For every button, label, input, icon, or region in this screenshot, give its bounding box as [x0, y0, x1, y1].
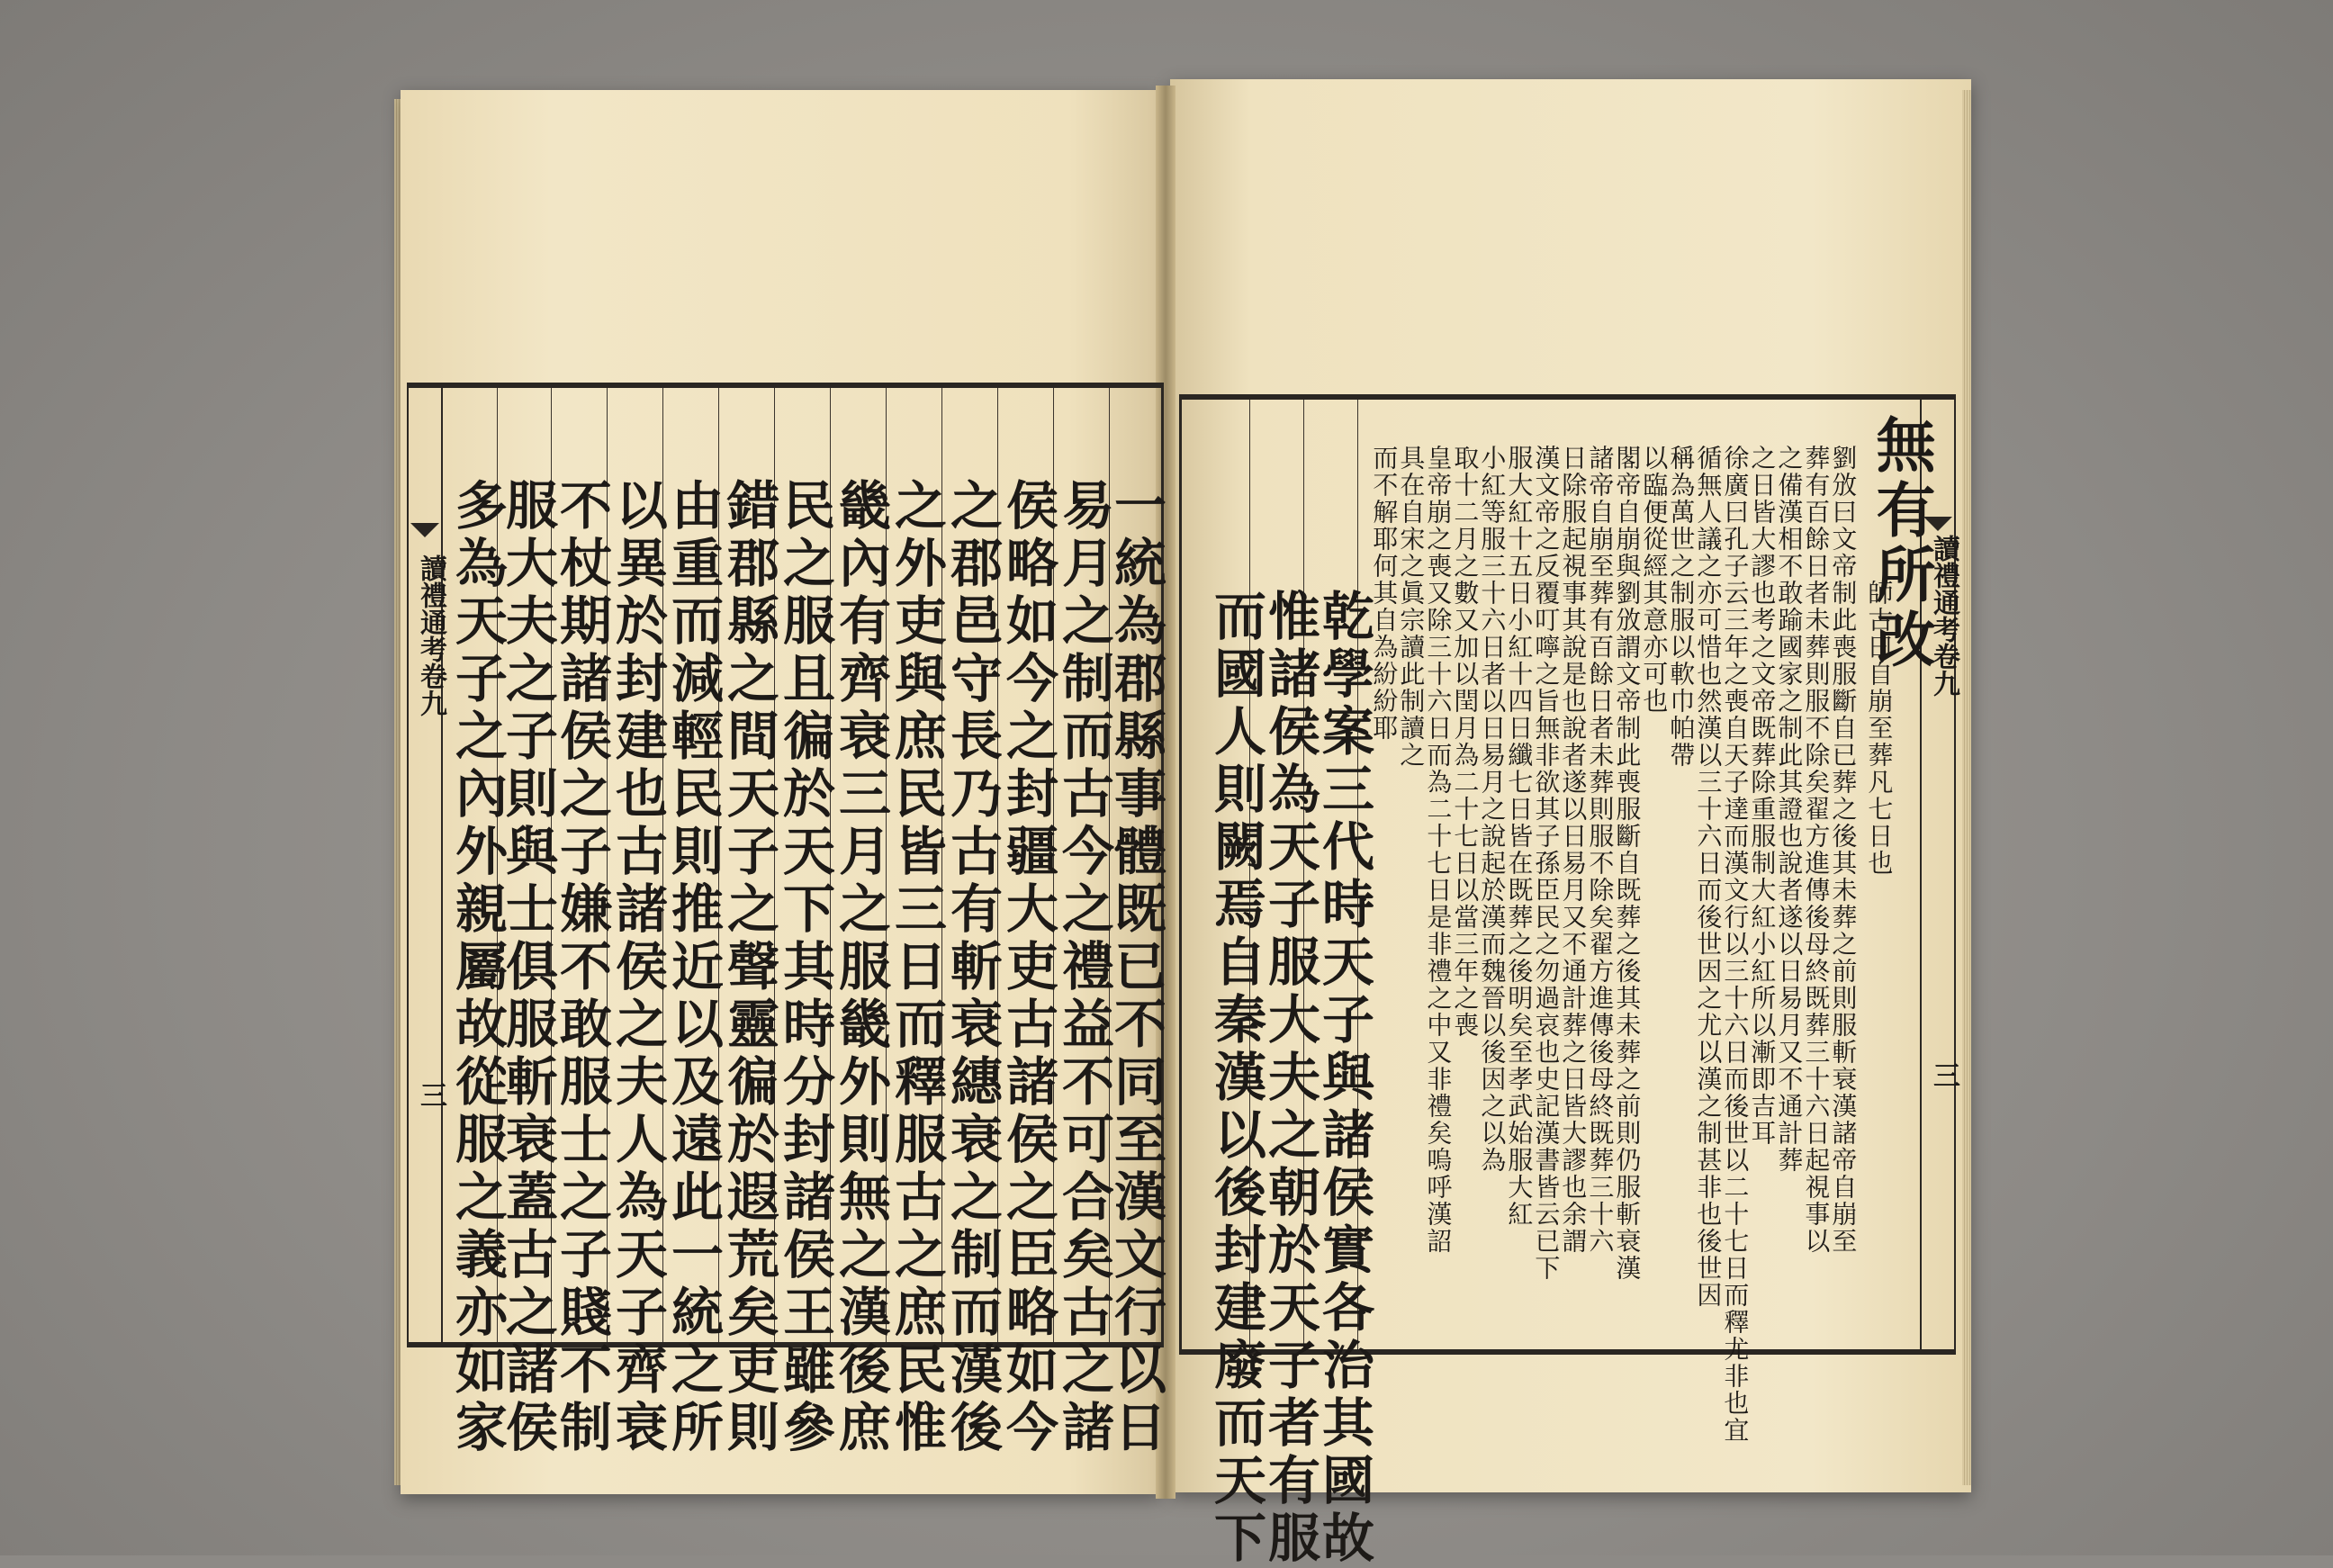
text-column: 易月之制而古今之禮益不可合矣古之諸 — [1053, 478, 1114, 1457]
commentary-column: 具在自宋之眞宗讀此制讀之 — [1396, 445, 1427, 769]
text-column: 由重而減輕民則推近以及遠此一統之所 — [662, 478, 724, 1457]
commentary-column: 小紅等服三十六日者以日易月之說起於漢而魏晉以後因之以為 — [1477, 445, 1508, 1174]
commentary-column: 徐廣曰孔子云三年之喪自天子達而漢文行以三十六日而後世以二十七日而釋尤非也宜 — [1720, 445, 1751, 1444]
heading-note: 師古曰自崩至葬凡七日也 — [1864, 580, 1895, 877]
text-column: 惟諸侯為天子服大夫之朝於天子者有服 — [1259, 589, 1320, 1568]
commentary-column: 服大紅十五日小紅十四日纖七日皆在既葬之後明矣至孝武始服大紅 — [1504, 445, 1535, 1228]
commentary-column: 諸帝自崩至葬有百餘日者未葬則服不除矣翟方進傳後母終既葬三十六 — [1585, 445, 1616, 1255]
bleed-through — [504, 144, 569, 189]
text-column: 侯略如今之封疆大吏古諸侯之臣略如今 — [997, 478, 1058, 1457]
commentary-column: 之備漢相不敢踰國家之制此其證也說者遂以日易月又不通計葬 — [1774, 445, 1805, 1174]
commentary-column: 日除服起視事其說是也說者遂以日易月又不通計葬之日皆大謬也余謂 — [1558, 445, 1589, 1255]
left-side-title: 讀禮通考卷九 — [415, 554, 446, 716]
commentary-column: 取十二月之數又加以閏月為二十七日以當三年之喪 — [1450, 445, 1481, 1039]
text-column: 乾學案三代時天子與諸侯實各治其國故 — [1313, 589, 1374, 1568]
commentary-column: 皇帝崩之喪又除三十六日而為二十七日是非禮之中又非禮矣嗚呼漢詔 — [1423, 445, 1454, 1255]
left-text-frame — [407, 383, 1166, 1457]
commentary-column: 劉攽曰文帝制此喪服斷自已葬之後其未葬之前則服斬衰漢諸帝自崩至 — [1828, 445, 1859, 1255]
right-side-title: 讀禮通考卷九 — [1928, 535, 1959, 697]
commentary-column: 循無人議之亦可惜也然漢以三十六日而後世因之尤以漢之制甚非也後世因 — [1693, 445, 1724, 1309]
commentary-column: 稱為萬世之制服以軟巾帕帶 — [1666, 445, 1697, 769]
commentary-column: 葬有百餘日者未葬則服不除矣翟方進傳後母終既葬三十六日起視事以 — [1801, 445, 1832, 1255]
right-text-frame — [1179, 394, 1959, 1568]
commentary-column: 以臨便從經其意亦可也 — [1639, 445, 1670, 715]
fishtail-mark — [410, 523, 439, 537]
text-column: 民之服且徧於天下其時分封諸侯王雖參 — [774, 478, 835, 1457]
text-column: 不杖期諸侯之子嫌不敢服士之子賤不制 — [551, 478, 612, 1457]
right-page-edges — [1962, 90, 1971, 1485]
text-column: 以異於封建也古諸侯之夫人為天子齊衰 — [607, 478, 668, 1457]
text-column: 服大夫之子則與士俱服斬衰蓋古之諸侯 — [497, 478, 558, 1457]
text-column: 之外吏與庶民皆三日而釋服古之庶民惟 — [886, 478, 947, 1457]
text-column: 之郡邑守長乃古有斬衰繐衰之制而漢後 — [941, 478, 1003, 1457]
commentary-column: 之日皆大謬也考之文帝既葬除重服制大紅小紅所以漸即吉耳 — [1747, 445, 1778, 1147]
right-page-number: 三 — [1928, 1061, 1959, 1088]
text-column: 而國人則闕焉自秦漢以後封建廢而天下 — [1205, 589, 1266, 1568]
section-heading: 無有所改 — [1866, 414, 1936, 673]
left-page-number: 三 — [415, 1081, 446, 1108]
text-column: 錯郡縣之間天子之聲靈徧於遐荒矣吏則 — [718, 478, 779, 1457]
commentary-column: 漢文帝之反覆叮嚀之旨無非欲其子孫臣民之勿過哀也史記漢書皆云已下 — [1531, 445, 1562, 1282]
text-column: 一統為郡縣事體既已不同至漢文行以日 — [1105, 478, 1166, 1457]
text-column: 畿內有齊衰三月之服畿外則無之漢後庶 — [830, 478, 891, 1457]
commentary-column: 閣帝自崩與劉攽謂文帝制此喪服斷自既葬之後其未葬之前則仍服斬衰漢 — [1612, 445, 1643, 1282]
text-column: 多為天子之內外親屬故從服之義亦如家 — [446, 478, 508, 1457]
commentary-column: 而不解耶何其自為紛紛耶 — [1369, 445, 1400, 742]
left-fold-band — [407, 388, 446, 1342]
